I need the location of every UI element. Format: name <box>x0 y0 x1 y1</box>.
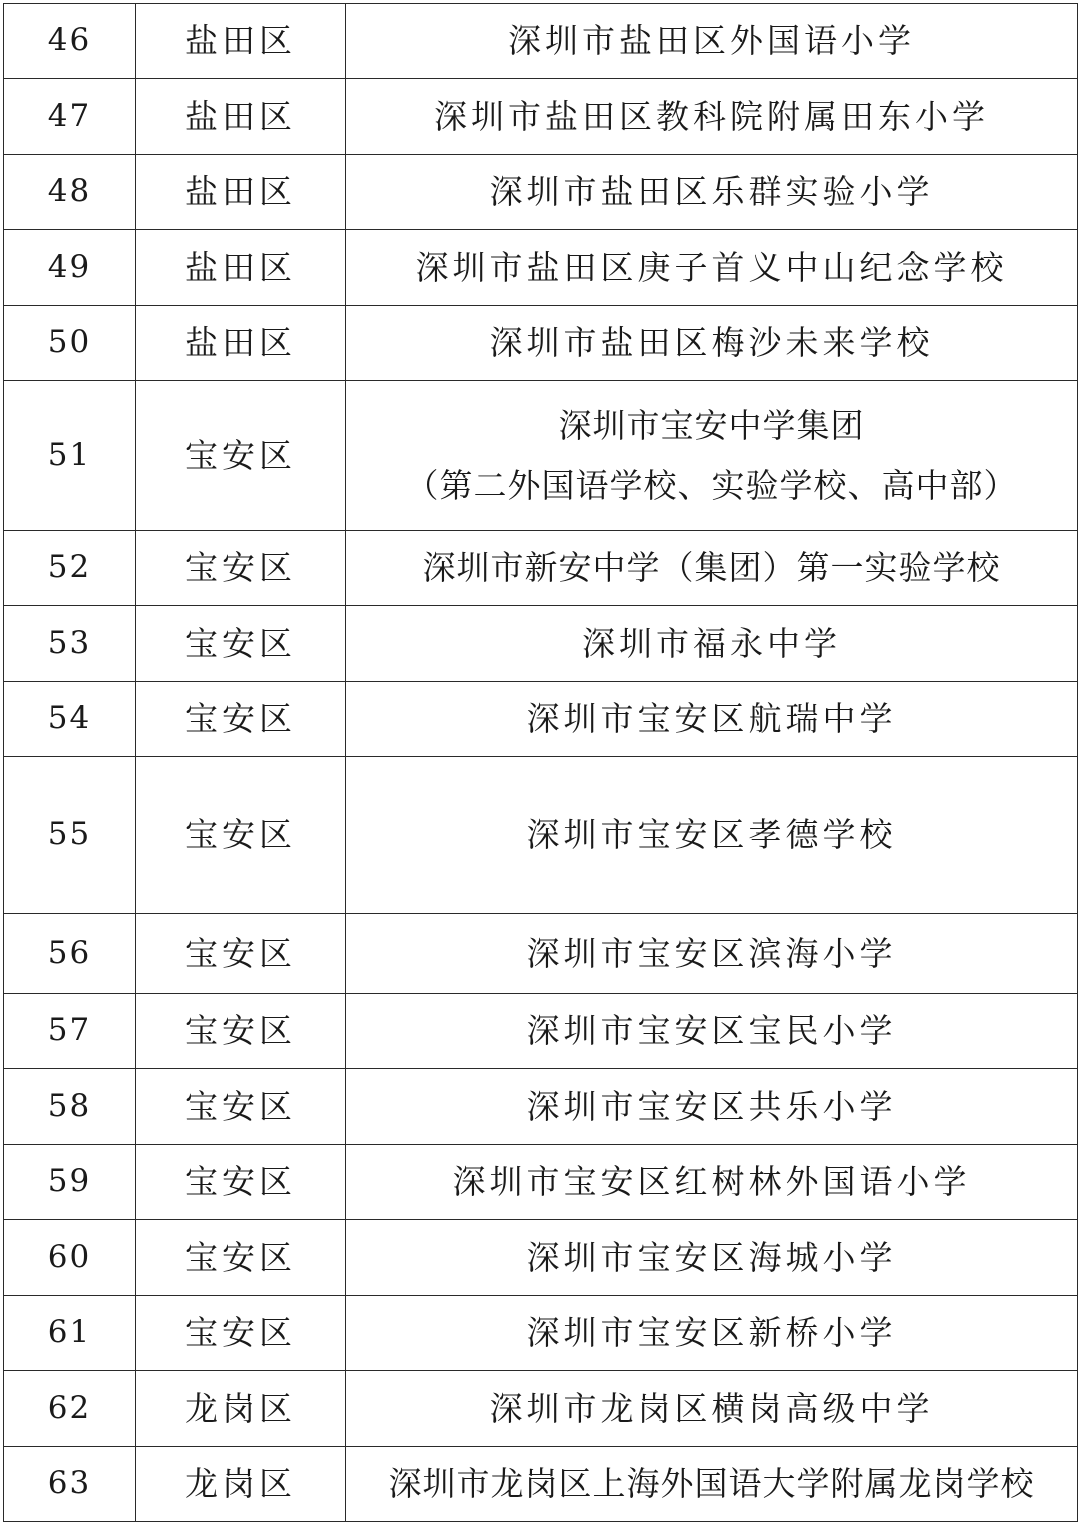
school-name-line1: 深圳市宝安中学集团 <box>558 405 865 445</box>
school-name-cell: 深圳市宝安区新桥小学 <box>346 1296 1078 1371</box>
school-name-cell: 深圳市福永中学 <box>346 606 1078 682</box>
district-cell: 宝安区 <box>136 914 346 994</box>
row-number: 57 <box>4 994 136 1069</box>
row-number: 63 <box>4 1447 136 1522</box>
table-row <box>4 1220 1078 1296</box>
school-name-cell: 深圳市宝安区红树林外国语小学 <box>346 1145 1078 1220</box>
row-number: 61 <box>4 1296 136 1371</box>
district-cell: 盐田区 <box>136 230 346 306</box>
row-number: 52 <box>4 531 136 606</box>
school-name-cell: 深圳市宝安区航瑞中学 <box>346 682 1078 757</box>
school-name-cell: 深圳市盐田区梅沙未来学校 <box>346 306 1078 381</box>
table-row <box>4 914 1078 994</box>
table-row <box>4 155 1078 230</box>
table-row <box>4 682 1078 757</box>
school-name-cell: 深圳市新安中学（集团）第一实验学校 <box>346 531 1078 606</box>
row-number: 50 <box>4 306 136 381</box>
row-number: 56 <box>4 914 136 994</box>
row-number: 62 <box>4 1371 136 1447</box>
district-cell: 宝安区 <box>136 606 346 682</box>
district-cell: 盐田区 <box>136 306 346 381</box>
district-cell: 宝安区 <box>136 682 346 757</box>
school-name-cell: 深圳市盐田区庚子首义中山纪念学校 <box>346 230 1078 306</box>
school-name-cell: 深圳市宝安区海城小学 <box>346 1220 1078 1296</box>
table-row <box>4 79 1078 155</box>
table-row <box>4 1371 1078 1447</box>
table-row <box>4 306 1078 381</box>
table-row <box>4 4 1078 79</box>
table-row <box>4 230 1078 306</box>
district-cell: 宝安区 <box>136 1069 346 1145</box>
table-row <box>4 1296 1078 1371</box>
row-number: 60 <box>4 1220 136 1296</box>
row-number: 51 <box>4 381 136 531</box>
table-row <box>4 994 1078 1069</box>
row-number: 53 <box>4 606 136 682</box>
row-number: 46 <box>4 4 136 79</box>
district-cell: 宝安区 <box>136 994 346 1069</box>
school-list-table <box>3 3 1078 1522</box>
row-number: 47 <box>4 79 136 155</box>
school-name-cell: 深圳市龙岗区上海外国语大学附属龙岗学校 <box>346 1447 1078 1522</box>
district-cell: 宝安区 <box>136 1145 346 1220</box>
district-cell: 盐田区 <box>136 155 346 230</box>
row-number: 55 <box>4 757 136 914</box>
school-name-line2: （第二外国语学校、实验学校、高中部） <box>405 465 1018 505</box>
district-cell: 宝安区 <box>136 757 346 914</box>
row-number: 48 <box>4 155 136 230</box>
school-name-cell: 深圳市宝安区宝民小学 <box>346 994 1078 1069</box>
table-row <box>4 381 1078 531</box>
district-cell: 龙岗区 <box>136 1447 346 1522</box>
school-name-cell: 深圳市宝安区滨海小学 <box>346 914 1078 994</box>
row-number: 59 <box>4 1145 136 1220</box>
table-row <box>4 531 1078 606</box>
school-name-cell: 深圳市盐田区乐群实验小学 <box>346 155 1078 230</box>
row-number: 58 <box>4 1069 136 1145</box>
table-row <box>4 757 1078 914</box>
district-cell: 宝安区 <box>136 1296 346 1371</box>
district-cell: 盐田区 <box>136 79 346 155</box>
school-name-cell: 深圳市龙岗区横岗高级中学 <box>346 1371 1078 1447</box>
district-cell: 宝安区 <box>136 531 346 606</box>
district-cell: 龙岗区 <box>136 1371 346 1447</box>
district-cell: 宝安区 <box>136 1220 346 1296</box>
row-number: 54 <box>4 682 136 757</box>
table-row <box>4 1447 1078 1522</box>
school-name-cell: 深圳市宝安区孝德学校 <box>346 757 1078 914</box>
table-row <box>4 606 1078 682</box>
district-cell: 宝安区 <box>136 381 346 531</box>
row-number: 49 <box>4 230 136 306</box>
school-name-cell: 深圳市盐田区外国语小学 <box>346 4 1078 79</box>
school-name-cell: 深圳市盐田区教科院附属田东小学 <box>346 79 1078 155</box>
school-name-cell <box>346 381 1078 531</box>
district-cell: 盐田区 <box>136 4 346 79</box>
table-row <box>4 1145 1078 1220</box>
school-name-cell: 深圳市宝安区共乐小学 <box>346 1069 1078 1145</box>
table-row <box>4 1069 1078 1145</box>
